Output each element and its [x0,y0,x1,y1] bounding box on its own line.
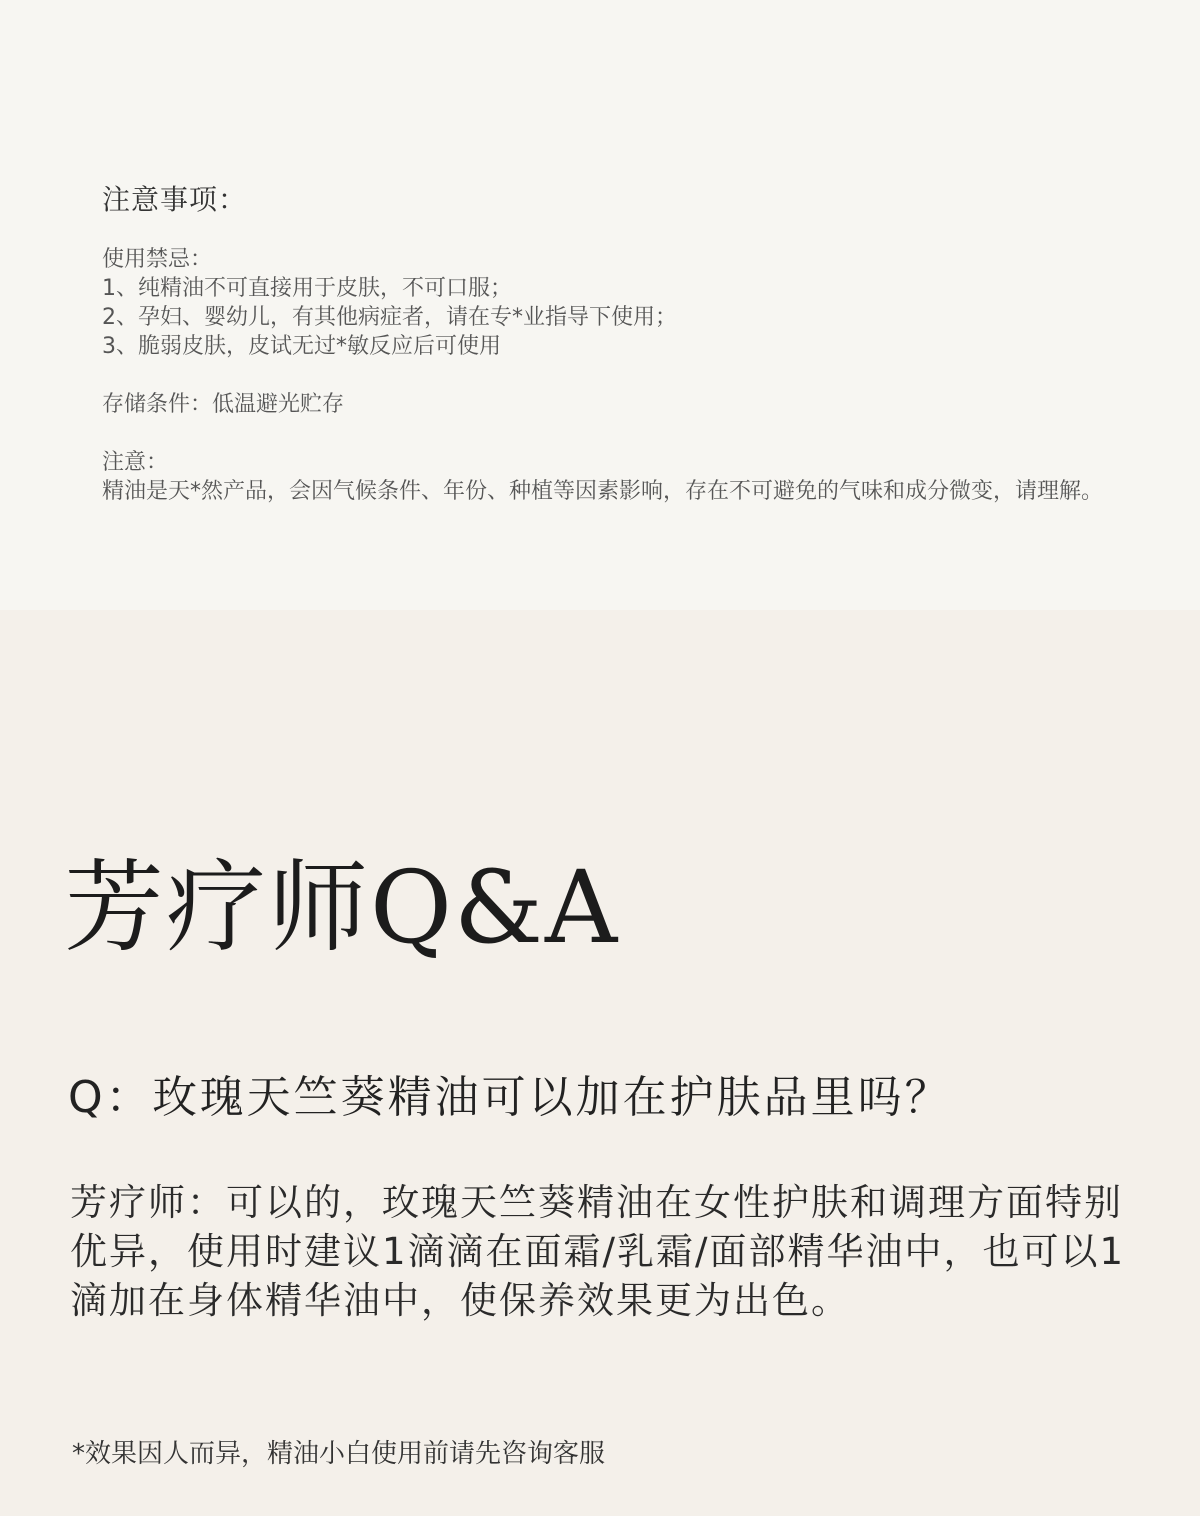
qa-answer: 芳疗师：可以的，玫瑰天竺葵精油在女性护肤和调理方面特别优异，使用时建议1滴滴在面霜/乳霜/面部精华油中，也可以1滴加在身体精华油中，使保养效果更为出色。 [70,1181,1126,1322]
contraindication-item: 1、纯精油不可直接用于皮肤，不可口服； [102,276,512,301]
notice-title: 注意事项： [102,183,248,216]
note-block [102,448,1112,506]
storage-conditions: 存储条件：低温避光贮存 [102,392,345,417]
qa-section [0,610,1200,1516]
contraindications-block [102,245,1112,361]
footnote: *效果因人而异，精油小白使用前请先咨询客服 [72,1439,606,1469]
contraindications-heading: 使用禁忌： [102,247,213,272]
qa-question: Q：玫瑰天竺葵精油可以加在护肤品里吗？ [68,1072,952,1123]
note-text: 精油是天*然产品，会因气候条件、年份、种植等因素影响，存在不可避免的气味和成分微变，请理解。 [102,479,1104,504]
qa-title: 芳疗师Q&A [64,849,620,966]
storage-block [102,390,1112,419]
contraindication-item: 3、脆弱皮肤，皮试无过*敏反应后可使用 [102,334,501,359]
notice-section [0,0,1200,610]
contraindication-item: 2、孕妇、婴幼儿，有其他病症者，请在专*业指导下使用； [102,305,677,330]
note-heading: 注意： [102,450,169,475]
